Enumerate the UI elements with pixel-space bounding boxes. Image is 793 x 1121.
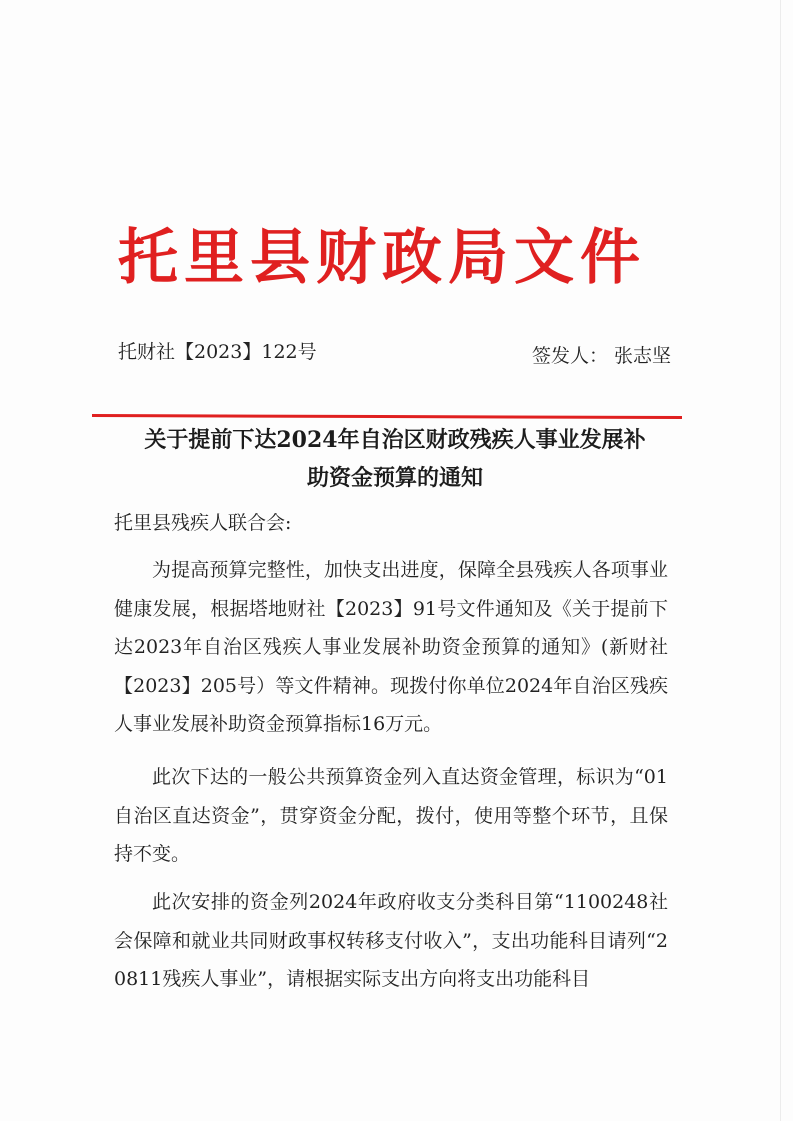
body-paragraph-1: 为提高预算完整性，加快支出进度，保障全县残疾人各项事业健康发展，根据塔地财社【2023】91号文件通知及《关于提前下达2023年自治区残疾人事业发展补助资金预算的通知》(新财社【2023】205号）等文件精神。现拨付你单位2024年自治区残疾人事业发展补助资金预算指标16万元。 xyxy=(114,559,668,735)
addressee: 托里县残疾人联合会: xyxy=(114,512,292,534)
notice-title-line-1: 关于提前下达2024年自治区财政残疾人事业发展补 xyxy=(144,427,646,453)
header-title: 托里县财政局文件 xyxy=(118,223,646,293)
document-number: 托财社【2023】122号 xyxy=(118,341,317,363)
scan-edge-line xyxy=(780,0,781,1121)
body-paragraph-2: 此次下达的一般公共预算资金列入直达资金管理，标识为“01自治区直达资金”，贯穿资金分配，拨付，使用等整个环节，且保持不变。 xyxy=(114,766,668,865)
signer-name: 张志坚 xyxy=(614,345,672,367)
notice-title xyxy=(100,421,690,497)
signer xyxy=(532,342,671,370)
red-divider-line xyxy=(92,414,682,419)
notice-title-line-2: 助资金预算的通知 xyxy=(306,465,483,491)
signer-label: 签发人： xyxy=(532,345,609,367)
body-paragraph-3: 此次安排的资金列2024年政府收支分类科目第“1100248社会保障和就业共同财政事权转移支付收入”，支出功能科目请列“20811残疾人事业”，请根据实际支出方向将支出功能科目 xyxy=(114,891,668,990)
